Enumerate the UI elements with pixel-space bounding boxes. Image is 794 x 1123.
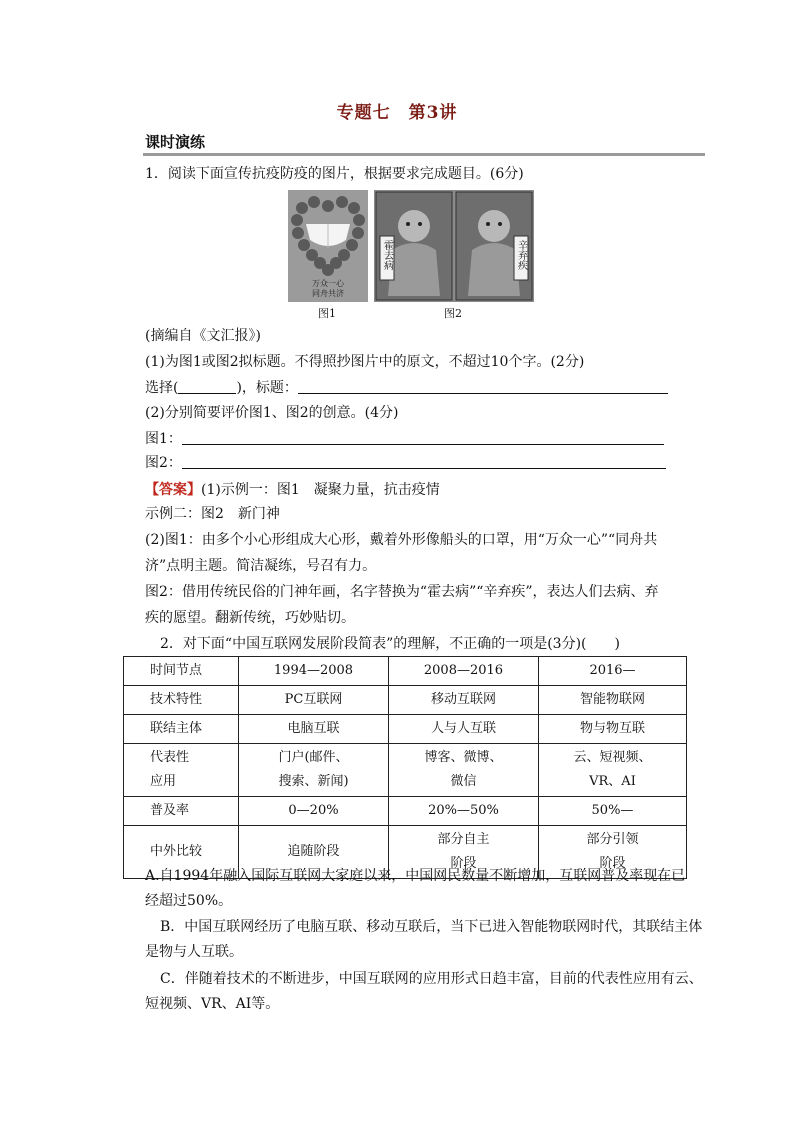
table-cell: 中外比较: [124, 826, 239, 879]
cell-line: 应用: [150, 774, 177, 789]
table-cell: 普及率: [124, 797, 239, 826]
table-cell: [239, 744, 389, 797]
q1-fig2-answer-line: [145, 453, 666, 473]
answer-line-4: 济”点明主题。简洁凝练，号召有力。: [145, 558, 377, 574]
q1-choose-line: [145, 378, 668, 398]
cell-line: 部分引领: [586, 832, 639, 847]
cell-line: 阶段: [450, 856, 477, 871]
table-cell: 50%—: [538, 797, 686, 826]
header-rule: [143, 153, 705, 156]
table-cell: 智能物联网: [538, 686, 686, 715]
table-cell: 0—20%: [239, 797, 389, 826]
table-cell: 人与人互联: [388, 715, 538, 744]
table-cell: 时间节点: [124, 657, 239, 686]
q1-fig1-answer-line: [145, 429, 664, 449]
table-cell: [124, 744, 239, 797]
q1-sub1: (1)为图1或图2拟标题。不得照抄图片中的原文，不超过10个字。(2分): [145, 354, 585, 370]
cell-line: 云、短视频、: [573, 750, 652, 765]
caption-figure-1: 图1: [318, 307, 336, 320]
table-cell: 2016—: [538, 657, 686, 686]
choose-suffix: )，标题：: [236, 380, 298, 396]
cell-line: 微信: [450, 774, 477, 789]
answer-line-2: 示例二：图2 新门神: [145, 506, 280, 522]
table-row: [124, 797, 687, 826]
cell-line: VR、AI: [589, 774, 636, 789]
figure-2-door-gods-image: [374, 190, 534, 302]
figure-2-left-name: 霍去病: [381, 240, 393, 270]
figure-1-heart-mask-image: [288, 190, 368, 302]
cell-line: 门户(邮件、: [278, 750, 349, 765]
option-b-line2: 是物与人互联。: [145, 944, 243, 960]
figure-1-text-line1: 万众一心: [312, 279, 344, 288]
internet-stages-table: [123, 656, 687, 879]
choose-prefix: 选择(: [145, 380, 179, 396]
table-cell: 20%—50%: [388, 797, 538, 826]
figure-2-right-name: 辛弃疾: [515, 240, 527, 270]
cell-line: 阶段: [599, 856, 626, 871]
table-row: [124, 715, 687, 744]
table-cell: 技术特性: [124, 686, 239, 715]
answer-tag: 【答案】: [145, 482, 201, 498]
option-b-line1: B．中国互联网经历了电脑互联、移动互联后，当下已进入智能物联网时代，其联结主体: [160, 919, 703, 935]
q1-sub2: (2)分别简要评价图1、图2的创意。(4分): [145, 405, 399, 421]
answer-text-1: (1)示例一：图1 凝聚力量，抗击疫情: [201, 482, 440, 498]
table-cell: [388, 744, 538, 797]
table-row: [124, 686, 687, 715]
table-cell: 2008—2016: [388, 657, 538, 686]
table-cell: 1994—2008: [239, 657, 389, 686]
answer-line-5: 图2：借用传统民俗的门神年画，名字替换为“霍去病”“辛弃疾”，表达人们去病、弃: [145, 584, 659, 600]
fig2-label: 图2：: [145, 455, 182, 471]
choose-blank[interactable]: [178, 379, 236, 394]
cell-line: 部分自主: [437, 832, 490, 847]
cell-line: 搜索、新闻): [278, 774, 349, 789]
table-cell: [538, 744, 686, 797]
option-a-line1: A.自1994年融入国际互联网大家庭以来，中国网民数量不断增加，互联网普及率现在已: [145, 868, 686, 884]
cell-line: 代表性: [150, 750, 190, 765]
fig1-blank[interactable]: [182, 430, 664, 445]
page-title: 专题七 第3讲: [336, 103, 458, 123]
table-cell: 物与物互联: [538, 715, 686, 744]
figure-1-text-line2: 同舟共济: [312, 289, 344, 298]
table-cell: 追随阶段: [239, 826, 389, 879]
fig1-label: 图1：: [145, 431, 182, 447]
q1-figures: [288, 190, 534, 304]
table-cell: PC互联网: [239, 686, 389, 715]
answer-line-3: (2)图1：由多个小心形组成大心形，戴着外形像船头的口罩，用“万众一心”“同舟共: [145, 532, 658, 548]
q1-stem: 1．阅读下面宣传抗疫防疫的图片，根据要求完成题目。(6分): [145, 166, 524, 182]
q2-stem: 2．对下面“中国互联网发展阶段简表”的理解，不正确的一项是(3分)( ): [160, 636, 620, 652]
cell-line: 博客、微博、: [424, 750, 503, 765]
answer-line-6: 疾的愿望。翻新传统，巧妙贴切。: [145, 610, 355, 626]
title-blank[interactable]: [298, 379, 668, 394]
answer-line-1: [145, 480, 440, 500]
section-heading: 课时演练: [145, 133, 206, 151]
option-a-line2: 经超过50%。: [145, 893, 233, 909]
table-cell: 联结主体: [124, 715, 239, 744]
option-c-line2: 短视频、VR、AI等。: [145, 996, 280, 1012]
fig2-blank[interactable]: [182, 454, 666, 469]
caption-figure-2: 图2: [444, 307, 462, 320]
table-row: [124, 744, 687, 797]
q1-source: (摘编自《文汇报》): [145, 328, 261, 344]
table-row: [124, 657, 687, 686]
table-cell: 电脑互联: [239, 715, 389, 744]
option-c-line1: C．伴随着技术的不断进步，中国互联网的应用形式日趋丰富，目前的代表性应用有云、: [160, 971, 703, 987]
table-cell: 移动互联网: [388, 686, 538, 715]
